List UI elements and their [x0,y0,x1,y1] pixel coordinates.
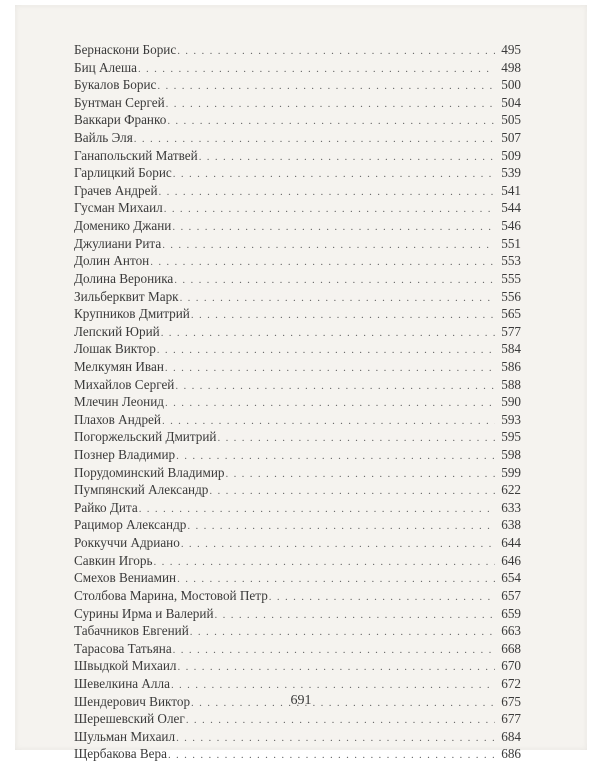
entry-page-number: 598 [501,447,521,463]
toc-entry [74,605,521,623]
entry-page-number: 638 [501,517,521,533]
toc-entry [74,147,521,165]
entry-name: Долин Антон [74,253,150,269]
dot-leader [173,166,495,182]
dot-leader [190,624,495,640]
entry-page-number: 565 [501,306,521,322]
entry-name: Шульман Михаил [74,728,176,744]
entry-name: Шерешевский Олег [74,711,185,727]
toc-entry [74,270,521,288]
entry-name: Крупников Дмитрий [74,306,190,322]
entry-page-number: 546 [501,218,521,234]
entry-page-number: 588 [501,376,521,392]
entry-name: Вайль Эля [74,130,133,146]
toc-entry [74,129,521,147]
dot-leader [215,607,495,623]
dot-leader [157,342,495,358]
entry-name: Тарасова Татьяна [74,640,172,656]
entry-name: Грачев Андрей [74,182,158,198]
entry-page-number: 677 [501,711,521,727]
toc-entry [74,622,521,640]
dot-leader [187,518,495,534]
entry-name: Мелкумян Иван [74,358,164,374]
toc-entry [74,534,521,552]
toc-entry [74,59,521,77]
entry-name: Шендерович Виктор [74,693,191,709]
dot-leader [199,149,495,165]
dot-leader [150,254,495,270]
entry-name: Пумпянский Александр [74,482,209,498]
toc-entry [74,76,521,94]
toc-entry [74,569,521,587]
dot-leader [139,501,495,517]
toc-entry [74,552,521,570]
toc-entry [74,94,521,112]
entry-name: Бернаскони Борис [74,42,177,57]
entry-page-number: 507 [501,130,521,146]
entry-name: Лошак Виктор [74,341,156,357]
entry-name: Лепский Юрий [74,323,160,339]
entry-name: Михайлов Сергей [74,376,175,392]
dot-leader [181,536,495,552]
entry-page-number: 498 [501,59,521,75]
entry-page-number: 668 [501,640,521,656]
dot-leader [177,571,495,587]
dot-leader [186,712,495,728]
entry-name: Биц Алеша [74,59,137,75]
dot-leader [269,589,495,605]
dot-leader [209,483,495,499]
entry-name: Плахов Андрей [74,411,161,427]
entry-page-number: 595 [501,429,521,445]
entry-page-number: 504 [501,94,521,110]
dot-leader [167,113,495,129]
dot-leader [172,219,495,235]
toc-entry [74,516,521,534]
entry-name: Ганапольский Матвей [74,147,198,163]
toc-entry [74,393,521,411]
dot-leader [177,43,495,59]
toc-entry [74,728,521,746]
toc-entry [74,111,521,129]
toc-entry [74,587,521,605]
dot-leader [162,237,495,253]
toc-entry [74,217,521,235]
entry-page-number: 584 [501,341,521,357]
entry-name: Гарлицкий Борис [74,165,172,181]
entry-name: Роккуччи Адриано [74,535,180,551]
dot-leader [138,61,495,77]
entry-page-number: 644 [501,535,521,551]
entry-page-number: 646 [501,552,521,568]
dot-leader [175,378,495,394]
dot-leader [174,272,495,288]
entry-page-number: 670 [501,658,521,674]
entry-name: Погоржельский Дмитрий [74,429,217,445]
entry-page-number: 556 [501,288,521,304]
dot-leader [154,554,495,570]
entry-page-number: 544 [501,200,521,216]
toc-entry [74,288,521,306]
toc-entry [74,675,521,693]
entry-name: Букалов Борис [74,77,157,93]
entry-name: Смехов Вениамин [74,570,177,586]
entry-name: Савкин Игорь [74,552,153,568]
entry-page-number: 500 [501,77,521,93]
toc-entry [74,745,521,763]
entry-page-number: 495 [501,42,521,57]
entry-page-number: 675 [501,693,521,709]
entry-page-number: 555 [501,270,521,286]
dot-leader [180,290,495,306]
entry-name: Долина Вероника [74,270,174,286]
entry-name: Познер Владимир [74,447,176,463]
entry-page-number: 599 [501,464,521,480]
toc-entry [74,323,521,341]
entry-page-number: 657 [501,587,521,603]
book-page [15,5,587,762]
dot-leader [162,413,495,429]
dot-leader [159,184,495,200]
toc-entry [74,446,521,464]
entry-page-number: 539 [501,165,521,181]
toc-entry [74,411,521,429]
entry-name: Швыдкой Михаил [74,658,177,674]
entry-name: Шевелкина Алла [74,675,170,691]
dot-leader [166,96,495,112]
toc-entry [74,182,521,200]
entry-name: Райко Дита [74,499,138,515]
dot-leader [225,466,495,482]
toc-entry [74,428,521,446]
entry-name: Сурины Ирма и Валерий [74,605,214,621]
toc-entry [74,657,521,675]
toc-entry [74,499,521,517]
entry-name: Млечин Леонид [74,394,165,410]
toc-entry [74,464,521,482]
entry-name: Гусман Михаил [74,200,163,216]
table-of-contents [74,41,521,763]
entry-page-number: 593 [501,411,521,427]
dot-leader [191,307,495,323]
dot-leader [165,360,495,376]
entry-page-number: 663 [501,623,521,639]
entry-name: Доменико Джани [74,218,172,234]
toc-entry [74,710,521,728]
entry-name: Табачников Евгений [74,623,189,639]
toc-entry [74,41,521,59]
entry-page-number: 622 [501,482,521,498]
toc-entry [74,305,521,323]
toc-entry [74,252,521,270]
dot-leader [177,659,495,675]
entry-page-number: 590 [501,394,521,410]
toc-entry [74,481,521,499]
dot-leader [157,78,495,94]
entry-page-number: 509 [501,147,521,163]
entry-name: Бунтман Сергей [74,94,165,110]
entry-name: Ваккари Франко [74,112,167,128]
dot-leader [173,642,495,658]
toc-entry [74,376,521,394]
entry-page-number: 553 [501,253,521,269]
toc-entry [74,164,521,182]
dot-leader [176,448,495,464]
entry-page-number: 659 [501,605,521,621]
entry-name: Столбова Марина, Мостовой Петр [74,587,268,603]
dot-leader [171,677,495,693]
entry-name: Зильберквит Марк [74,288,179,304]
entry-page-number: 586 [501,358,521,374]
entry-page-number: 686 [501,746,521,762]
page-number: 691 [290,693,312,708]
dot-leader [164,201,495,217]
entry-page-number: 541 [501,182,521,198]
entry-page-number: 672 [501,675,521,691]
dot-leader [217,430,495,446]
entry-page-number: 633 [501,499,521,515]
entry-name: Рацимор Александр [74,517,187,533]
toc-entry [74,358,521,376]
entry-name: Джулиани Рита [74,235,162,251]
entry-page-number: 577 [501,323,521,339]
toc-entry [74,340,521,358]
toc-entry [74,235,521,253]
entry-page-number: 654 [501,570,521,586]
toc-entry [74,199,521,217]
dot-leader [176,730,495,746]
entry-page-number: 684 [501,728,521,744]
entry-name: Порудоминский Владимир [74,464,225,480]
dot-leader [161,325,495,341]
dot-leader [134,131,495,147]
dot-leader [165,395,495,411]
entry-name: Щербакова Вера [74,746,167,762]
toc-entry [74,640,521,658]
entry-page-number: 551 [501,235,521,251]
entry-page-number: 505 [501,112,521,128]
